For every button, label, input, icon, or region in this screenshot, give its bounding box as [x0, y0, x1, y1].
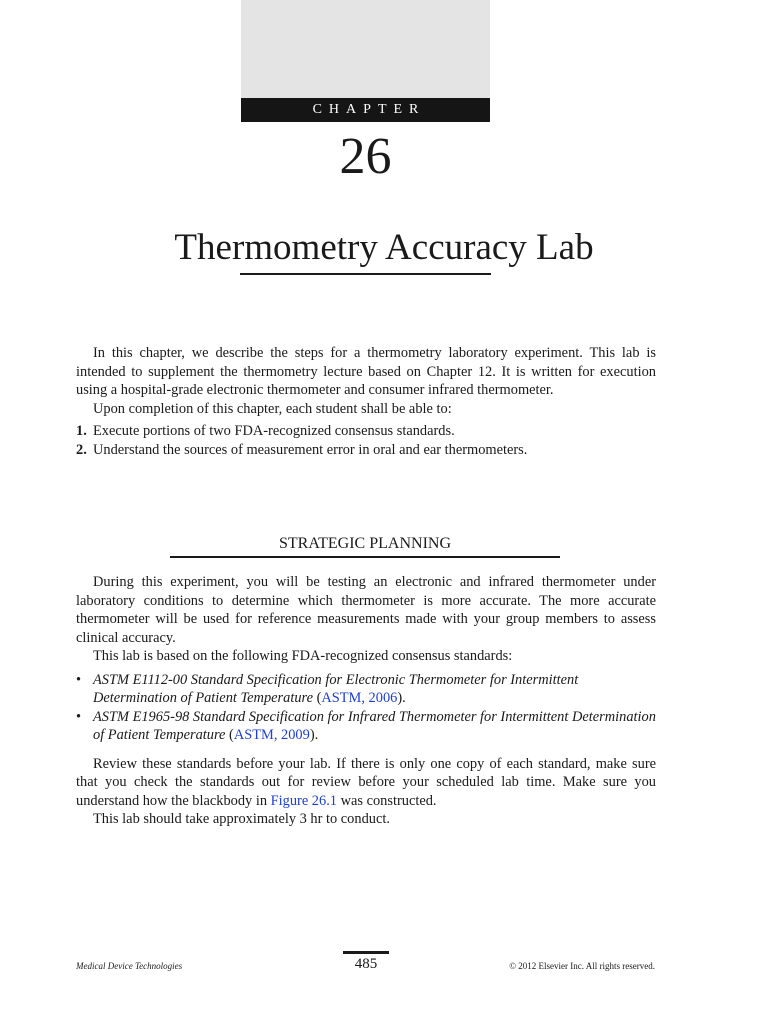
page-number-rule	[343, 951, 389, 954]
intro-objectives-lead: Upon completion of this chapter, each student shall be able to:	[93, 400, 452, 417]
objective-item: 2. Understand the sources of measurement error in oral and ear thermometers.	[76, 441, 528, 458]
objective-item: 1. Execute portions of two FDA-recognized consensus standards.	[76, 423, 455, 439]
standard-item: • ASTM E1965-98 Standard Specification for Infrared Thermometer for Intermittent Determination of Patient Temperature (ASTM, 2009).	[76, 708, 656, 743]
chapter-tab-block	[241, 0, 490, 98]
section-underline	[170, 556, 560, 558]
strategic-planning-body	[76, 573, 656, 829]
intro-section	[76, 344, 656, 459]
review-paragraph: Review these standards before your lab. If there is only one copy of each standard, make sure that you check the standards out for review before your scheduled lab time. Make sure you understand how the blackbody in Figure 26.1 was constructed.	[76, 755, 656, 809]
duration-paragraph: This lab should take approximately 3 hr to conduct.	[93, 811, 390, 827]
chapter-number: 26	[339, 128, 392, 185]
objectives-list	[76, 422, 656, 459]
astm-2009-link[interactable]: ASTM, 2009	[233, 727, 310, 743]
standards-list	[76, 671, 656, 745]
section-heading: STRATEGIC PLANNING	[279, 535, 451, 552]
standard-item: • ASTM E1112-00 Standard Specification for Electronic Thermometer for Intermittent Determination of Patient Temperature (ASTM, 2006).	[76, 671, 579, 706]
footer-book-title: Medical Device Technologies	[76, 961, 183, 971]
astm-2006-link[interactable]: ASTM, 2006	[321, 690, 398, 706]
title-underline	[240, 273, 491, 275]
page-number: 485	[354, 956, 378, 972]
planning-paragraph: During this experiment, you will be testing an electronic and infrared thermometer under laboratory conditions to determine which thermometer is more accurate. The more accurate thermometer will be used for reference measurements made with your group members to assess clinical accuracy.	[76, 574, 656, 646]
footer-copyright: © 2012 Elsevier Inc. All rights reserved.	[509, 961, 655, 971]
chapter-label: CHAPTER	[241, 98, 490, 122]
intro-paragraph: In this chapter, we describe the steps for a thermometry laboratory experiment. This lab is intended to supplement the thermometry lecture based on Chapter 12. It is written for execution using a hospital-grade electronic thermometer and consumer infrared thermometer.	[76, 345, 656, 398]
standards-lead: This lab is based on the following FDA-recognized consensus standards:	[93, 648, 513, 664]
chapter-title: Thermometry Accuracy Lab	[174, 227, 594, 268]
figure-26-1-link[interactable]: Figure 26.1	[270, 792, 337, 809]
